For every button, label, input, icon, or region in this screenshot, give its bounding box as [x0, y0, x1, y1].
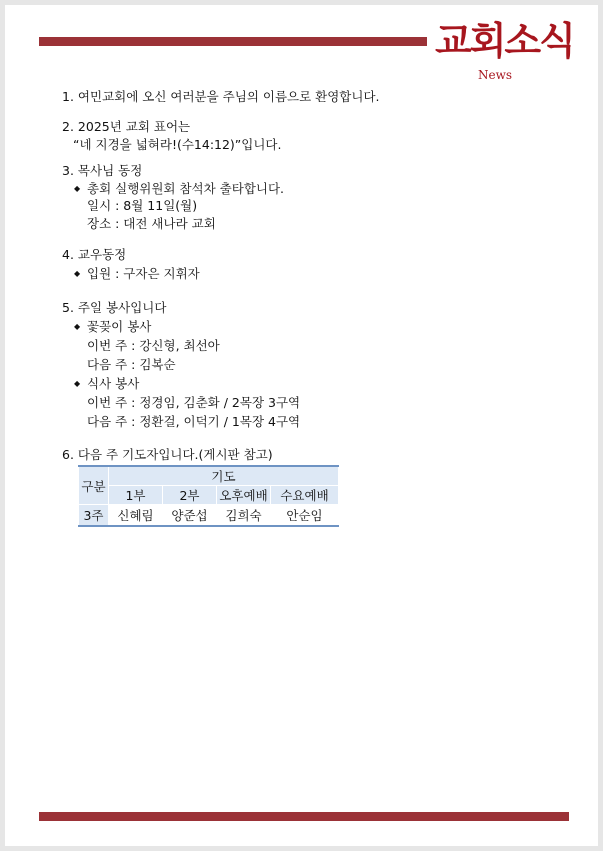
- item-3: [62, 162, 142, 180]
- bulletin-logo-subtitle: News: [478, 68, 513, 82]
- item-5-flower-next-week: 다음 주 : 김복순: [87, 357, 176, 372]
- item-number: 2.: [62, 119, 74, 134]
- item-text: 다음 주 기도자입니다.(게시판 참고): [77, 447, 273, 462]
- item-text: 목사님 동정: [77, 163, 143, 178]
- bullet-icon: ◆: [74, 379, 81, 388]
- table-col-header: 오후예배: [217, 486, 271, 505]
- item-5-meal-bullet: 식사 봉사: [87, 376, 140, 391]
- item-2: [62, 118, 190, 136]
- item-number: 4.: [62, 247, 74, 262]
- item-3-place: 장소 : 대전 새나라 교회: [87, 216, 216, 231]
- item-6: [62, 446, 273, 464]
- item-2-motto: “네 지경을 넓혀라!(수14:12)”입니다.: [73, 137, 282, 152]
- table-header-category: 구분: [79, 466, 109, 505]
- item-number: 1.: [62, 89, 74, 104]
- item-text: 주일 봉사입니다: [77, 300, 167, 315]
- table-cell: 신혜림: [109, 505, 163, 527]
- bullet-icon: ◆: [74, 269, 81, 278]
- bullet-icon: ◆: [74, 322, 81, 331]
- table-col-header: 수요예배: [271, 486, 339, 505]
- item-5-flower-this-week: 이번 주 : 강신형, 최선아: [87, 338, 220, 353]
- item-5-flower-bullet: 꽃꽂이 봉사: [87, 319, 152, 334]
- item-text: 교우동정: [77, 247, 127, 262]
- item-3-bullet: 총회 실행위원회 참석차 출타합니다.: [87, 181, 285, 196]
- item-number: 6.: [62, 447, 74, 462]
- table-row-label: 3주: [79, 505, 109, 527]
- item-1: [62, 88, 380, 106]
- table-cell: 안순임: [271, 505, 339, 527]
- item-text: 여민교회에 오신 여러분을 주님의 이름으로 환영합니다.: [77, 89, 380, 104]
- item-3-date: 일시 : 8월 11일(월): [87, 198, 198, 213]
- table-cell: 김희숙: [217, 505, 271, 527]
- item-5-meal-this-week: 이번 주 : 정경임, 김춘화 / 2목장 3구역: [87, 395, 301, 410]
- item-5-meal-next-week: 다음 주 : 정환걸, 이덕기 / 1목장 4구역: [87, 414, 301, 429]
- table-header-prayer: 기도: [109, 466, 339, 486]
- table-row: [79, 505, 339, 527]
- item-4-bullet: 입원 : 구자은 지휘자: [87, 266, 200, 281]
- item-text: 2025년 교회 표어는: [77, 119, 191, 134]
- table-cell: 양준섭: [163, 505, 217, 527]
- bullet-icon: ◆: [74, 184, 81, 193]
- bottom-divider-bar: [39, 812, 569, 821]
- item-4: [62, 246, 126, 264]
- bulletin-logo-title: 교회소식: [435, 18, 574, 63]
- bulletin-page: [5, 5, 598, 846]
- announcement-list: [5, 5, 598, 846]
- item-5: [62, 299, 166, 317]
- table-col-header: 1부: [109, 486, 163, 505]
- item-number: 5.: [62, 300, 74, 315]
- prayer-table: [78, 465, 339, 527]
- item-number: 3.: [62, 163, 74, 178]
- table-col-header: 2부: [163, 486, 217, 505]
